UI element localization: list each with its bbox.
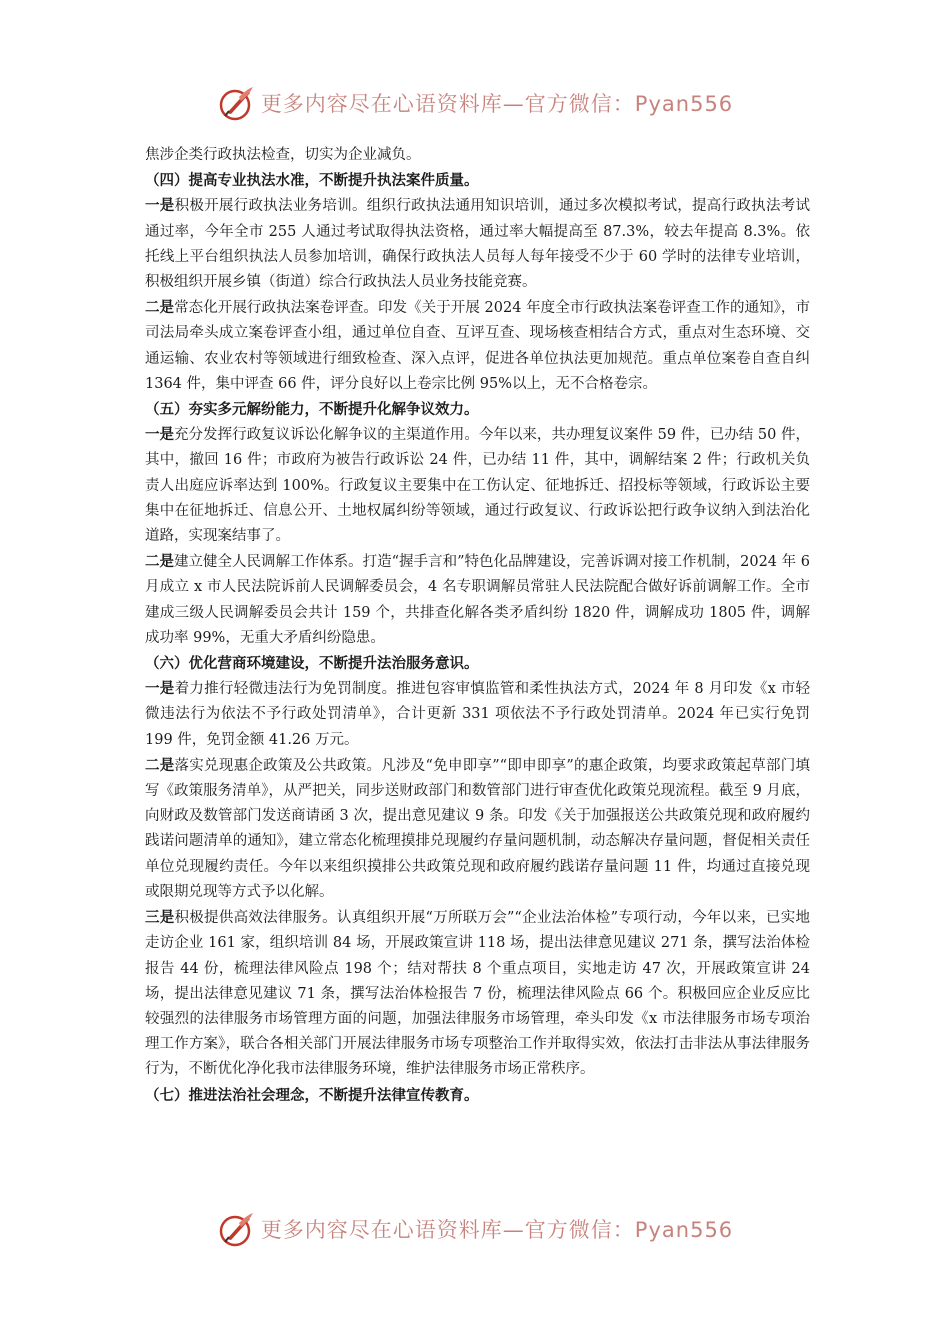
footer-banner [0, 1204, 950, 1254]
paragraph: 一是积极开展行政执法业务培训。组织行政执法通用知识培训，通过多次模拟考试，提高行政执法考试通过率，今年全市 255 人通过考试取得执法资格，通过率大幅提高至 87.3%，较去年提高 8.3%。依托线上平台组织执法人员参加培训，确保行政执法人员每人每年接受不少于 60 学时的法律专业培训，积极组织开展乡镇（街道）综合行政执法人员业务技能竞赛。 [145, 197, 811, 291]
section-heading: （四）提高专业执法水准，不断提升执法案件质量。 [145, 172, 479, 190]
paragraph: 二是建立健全人民调解工作体系。打造“握手言和”特色化品牌建设，完善诉调对接工作机制，2024 年 6 月成立 x 市人民法院诉前人民调解委员会，4 名专职调解员常驻人民法院配合做好诉前调解工作。全市建成三级人民调解委员会共计 159 个，共排查化解各类矛盾纠纷 1820 件，调解成功 1805 件，调解成功率 99%，无重大矛盾纠纷隐患。 [145, 553, 810, 646]
quill-logo-icon [217, 1209, 257, 1249]
document-body [145, 143, 810, 1108]
banner-text: 更多内容尽在心语资料库—官方微信：Pyan556 [260, 1218, 734, 1242]
section-heading: （七）推进法治社会理念，不断提升法律宣传教育。 [145, 1086, 479, 1104]
paragraph: 焦涉企类行政执法检查，切实为企业减负。 [145, 147, 421, 163]
paragraph: 三是积极提供高效法律服务。认真组织开展“万所联万会”“企业法治体检”专项行动，今年以来，已实地走访企业 161 家，组织培训 84 场，开展政策宣讲 118 场，提出法律意见建议 271 条，撰写法治体检报告 44 份，梳理法律风险点 198 个；结对帮扶 8 个重点项目，实地走访 47 次，开展政策宣讲 24 场，提出法律意见建议 71 条，撰写法治体检报告 7 份，梳理法律风险点 66 个。积极回应企业反应比较强烈的法律服务市场管理方面的问题，加强法律服务市场管理，牵头印发《x 市法律服务市场专项治理工作方案》，联合各相关部门开展法律服务市场专项整治工作并取得实效，依法打击非法从事法律服务行为，不断优化净化我市法律服务环境，维护法律服务市场正常秩序。 [145, 909, 810, 1078]
paragraph: 一是着力推行轻微违法行为免罚制度。推进包容审慎监管和柔性执法方式，2024 年 8 月印发《x 市轻微违法行为依法不予行政处罚清单》，合计更新 331 项依法不予行政处罚清单。2024 年已实行免罚 199 件，免罚金额 41.26 万元。 [145, 680, 810, 748]
paragraph: 二是落实兑现惠企政策及公共政策。凡涉及“免申即享”“即申即享”的惠企政策，均要求政策起草部门填写《政策服务清单》，从严把关，同步送财政部门和数管部门进行审查优化政策兑现流程。截至 9 月底，向财政及数管部门发送商请函 3 次，提出意见建议 9 条。印发《关于加强报送公共政策兑现和政府履约践诺问题清单的通知》，建立常态化梳理摸排兑现履约存量问题机制，动态解决存量问题，督促相关责任单位兑现履约责任。今年以来组织摸排公共政策兑现和政府履约践诺存量问题 11 件，均通过直接兑现或限期兑现等方式予以化解。 [145, 756, 810, 900]
quill-logo-icon [217, 83, 257, 123]
banner-text: 更多内容尽在心语资料库—官方微信：Pyan556 [260, 92, 734, 116]
header-banner [0, 78, 950, 128]
paragraph: 二是常态化开展行政执法案卷评查。印发《关于开展 2024 年度全市行政执法案卷评查工作的通知》，市司法局牵头成立案卷评查小组，通过单位自查、互评互查、现场核查相结合方式，重点对生态环境、交通运输、农业农村等领域进行细致检查、深入点评，促进各单位执法更加规范。重点单位案卷自查自纠 1364 件，集中评查 66 件，评分良好以上卷宗比例 95%以上，无不合格卷宗。 [145, 299, 810, 392]
paragraph: 一是充分发挥行政复议诉讼化解争议的主渠道作用。今年以来，共办理复议案件 59 件，已办结 50 件，其中，撤回 16 件；市政府为被告行政诉讼 24 件，已办结 11 件，其中，调解结案 2 件；行政机关负责人出庭应诉率达到 100%。行政复议主要集中在工伤认定、征地拆迁、招投标等领域，行政诉讼主要集中在征地拆迁、信息公开、土地权属纠纷等领域，通过行政复议、行政诉讼把行政争议纳入到法治化道路，实现案结事了。 [145, 426, 810, 545]
section-heading: （六）优化营商环境建设，不断提升法治服务意识。 [145, 655, 479, 673]
section-heading: （五）夯实多元解纷能力，不断提升化解争议效力。 [145, 401, 479, 419]
